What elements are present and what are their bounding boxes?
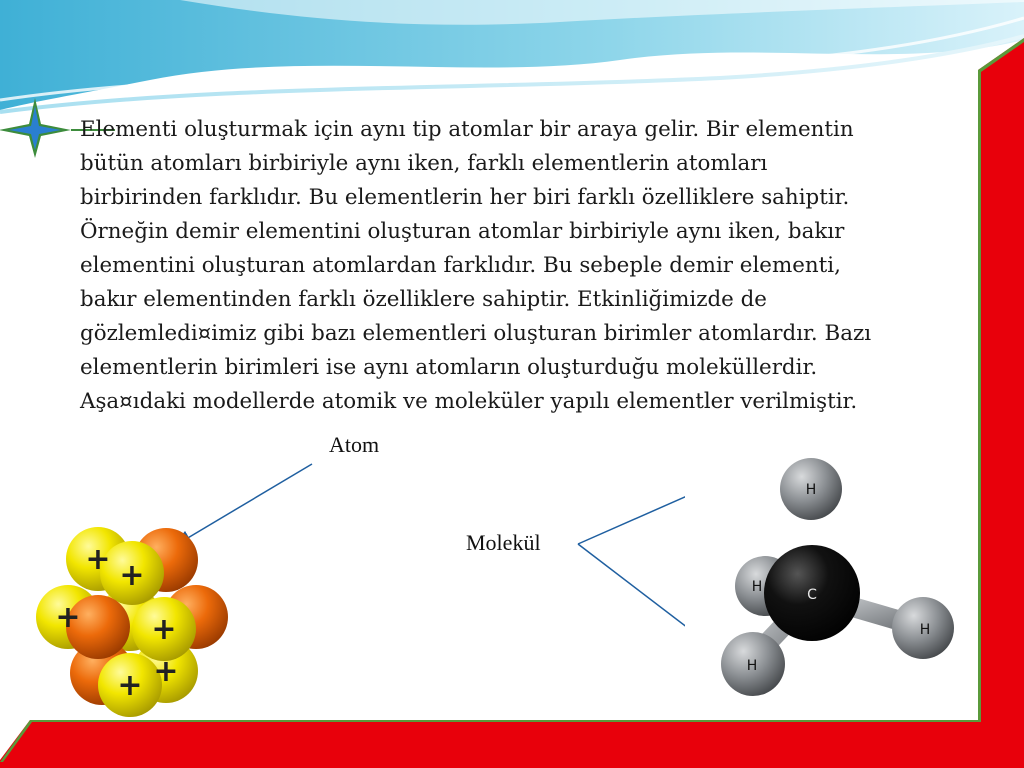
body-line: elementini oluşturan atomlardan farklıdır. Bu sebeple demir elementi, [80, 253, 841, 278]
atom-label: Atom [329, 432, 380, 457]
proton-sign: + [85, 542, 111, 577]
proton-sign: + [151, 612, 177, 647]
proton-sign: + [119, 558, 145, 593]
body-line: Örneğin demir elementini oluşturan atomlar birbiriyle aynı iken, bakır [80, 219, 845, 244]
hydrogen-label: H [805, 482, 817, 498]
atom-cluster-icon [36, 525, 236, 725]
hydrogen-label: H [746, 658, 758, 674]
body-line: Aşa¤ıdaki modellerde atomik ve moleküler yapılı elementler verilmiştir. [80, 389, 858, 414]
body-line: Elementi oluşturmak için aynı tip atomlar bir araya gelir. Bir elementin [80, 117, 854, 142]
body-line: bütün atomları birbiriyle aynı iken, farklı elementlerin atomları [80, 151, 768, 176]
molecule-label: Molekül [466, 530, 541, 555]
body-line: bakır elementinden farklı özelliklere sahiptir. Etkinliğimizde de [80, 287, 767, 312]
carbon-label: C [807, 587, 817, 603]
body-line: birbirinden farklıdır. Bu elementlerin her biri farklı özelliklere sahiptir. [80, 185, 850, 210]
body-line: gözlemledi¤imiz gibi bazı elementleri oluşturan birimler atomlardır. Bazı [80, 321, 872, 346]
proton-sign: + [117, 668, 143, 703]
proton-sign: + [55, 600, 81, 635]
proton-sign: + [153, 654, 179, 689]
body-line: elementlerin birimleri ise aynı atomların oluşturduğu moleküllerdir. [80, 355, 818, 380]
hydrogen-label: H [751, 579, 763, 595]
hydrogen-label: H [919, 622, 931, 638]
methane-molecule-icon [685, 448, 960, 700]
